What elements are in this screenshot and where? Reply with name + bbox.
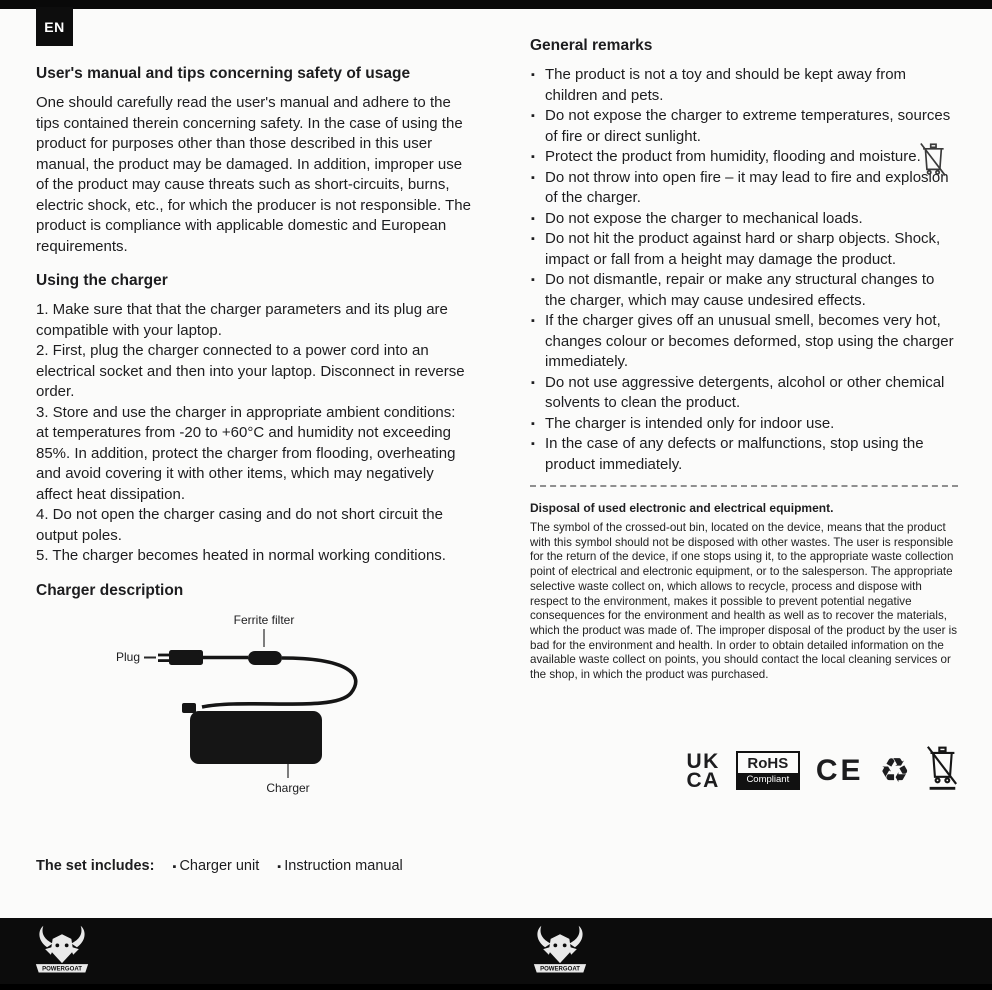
cable-curve [202, 658, 356, 707]
recycle-icon: ♻ [879, 751, 910, 790]
footer-bar [0, 918, 992, 984]
powergoat-logo [34, 923, 90, 984]
remark-item: ▪ In the case of any defects or malfunctions, stop using the product immediately. [530, 434, 958, 475]
charger-label: Charger [266, 780, 310, 795]
charger-body [190, 711, 322, 764]
plug-connector [158, 650, 203, 665]
using-charger-steps [36, 300, 472, 567]
ferrite-filter-bead [248, 651, 282, 665]
remark-item: ▪ Do not expose the charger to mechanical loads. [530, 209, 958, 230]
powergoat-logo [532, 923, 588, 984]
ferrite-filter-label: Ferrite filter [233, 612, 295, 627]
ukca-line: UK [686, 749, 720, 773]
step-item: 2. First, plug the charger connected to a power cord into an electrical socket and then into your laptop. Disconnect in reverse order. [36, 342, 465, 400]
set-includes-label: The set includes: [36, 858, 155, 874]
general-remarks-heading: General remarks [530, 37, 653, 54]
bottom-black-edge [0, 984, 992, 990]
step-item: 5. The charger becomes heated in normal working conditions. [36, 547, 446, 564]
remark-item: ▪ Do not expose the charger to extreme temperatures, sources of fire or direct sunlight. [530, 106, 958, 147]
certification-marks [530, 745, 958, 798]
safety-heading: User's manual and tips concerning safety of usage [36, 65, 411, 82]
set-includes-line [36, 858, 403, 874]
set-includes-item: ▪ Instruction manual [277, 858, 402, 874]
remark-item: ▪ If the charger gives off an unusual smell, becomes very hot, changes colour or becomes deformed, stop using the charger immediately. [530, 311, 958, 373]
charger-diagram [36, 610, 472, 805]
remark-item: ▪ The charger is intended only for indoor use. [530, 414, 958, 435]
top-black-bar [0, 0, 992, 9]
ukca-line: CA [686, 768, 720, 792]
powergoat-wordmark: POWERGOAT [540, 966, 580, 973]
step-item: 1. Make sure that that the charger parameters and its plug are compatible with your laptop. [36, 301, 448, 339]
left-column [36, 64, 472, 804]
general-remarks-list [530, 65, 958, 475]
powergoat-wordmark: POWERGOAT [42, 966, 82, 973]
charger-description-heading: Charger description [36, 581, 184, 599]
weee-bin-icon [920, 142, 946, 187]
step-item: 3. Store and use the charger in appropriate ambient conditions: at temperatures from -20 to +60°C and humidity not exceeding 85%. In addition, protect the charger from flooding, overheating and avoid covering it with other items, which may negatively affect heat dissipation. [36, 403, 456, 503]
charger-diagram-svg [36, 610, 472, 798]
dashed-divider [530, 485, 958, 487]
remark-item: ▪ Do not dismantle, repair or make any structural changes to the charger, which may cause undesired effects. [530, 270, 958, 311]
language-badge: EN [36, 7, 73, 46]
disposal-paragraph: The symbol of the crossed-out bin, located on the device, means that the product with this symbol should not be disposed with other wastes. The user is responsible for the return of the device, if one stops using it, to the appropriate waste collection point of electrical and electronic equipment, or to the salesperson. The appropriate selective waste collect on, which allows to recycle, process and dispose with respect to the environment, makes it possible to prevent potential negative consequences for the environment and health as well as to recover the materials, which the product was made of. The improper disposal of the product by the user is bad for the environment and health. In order to obtain detailed information on the available waste collect on points, you should contact the local cleaning services or the shop, in which the product was purchased. [530, 521, 958, 682]
remark-item: ▪ Do not use aggressive detergents, alcohol or other chemical solvents to clean the product. [530, 373, 958, 414]
rohs-mark [736, 751, 800, 790]
remark-item: ▪ Do not throw into open fire – it may lead to fire and explosion of the charger. [530, 168, 958, 209]
remark-item: ▪ Protect the product from humidity, flooding and moisture. [530, 147, 958, 168]
dc-connector [182, 703, 196, 713]
weee-bin-underlined-icon [926, 745, 958, 798]
rohs-label: RoHS [747, 755, 789, 773]
plug-label: Plug [115, 649, 140, 664]
using-charger-heading: Using the charger [36, 272, 168, 289]
disposal-heading: Disposal of used electronic and electrical equipment. [530, 501, 834, 515]
right-column [530, 36, 958, 797]
remark-item: ▪ Do not hit the product against hard or sharp objects. Shock, impact or fall from a height may damage the product. [530, 229, 958, 270]
set-includes-item: ▪ Charger unit [172, 858, 259, 874]
rohs-compliant-label: Compliant [738, 773, 798, 788]
step-item: 4. Do not open the charger casing and do not short circuit the output poles. [36, 506, 443, 544]
safety-paragraph: One should carefully read the user's manual and adhere to the tips contained therein concerning safety. In the case of using the product for purposes other than those described in this user manual, the product may be damaged. In addition, improper use of the product may cause threats such as short-circuits, burns, electric shock, etc., for which the producer is not responsible. The product is compliance with applicable domestic and European requirements. [36, 94, 471, 255]
ukca-mark [686, 749, 720, 792]
ce-mark: CE [815, 753, 864, 787]
remark-item: ▪ The product is not a toy and should be kept away from children and pets. [530, 65, 958, 106]
